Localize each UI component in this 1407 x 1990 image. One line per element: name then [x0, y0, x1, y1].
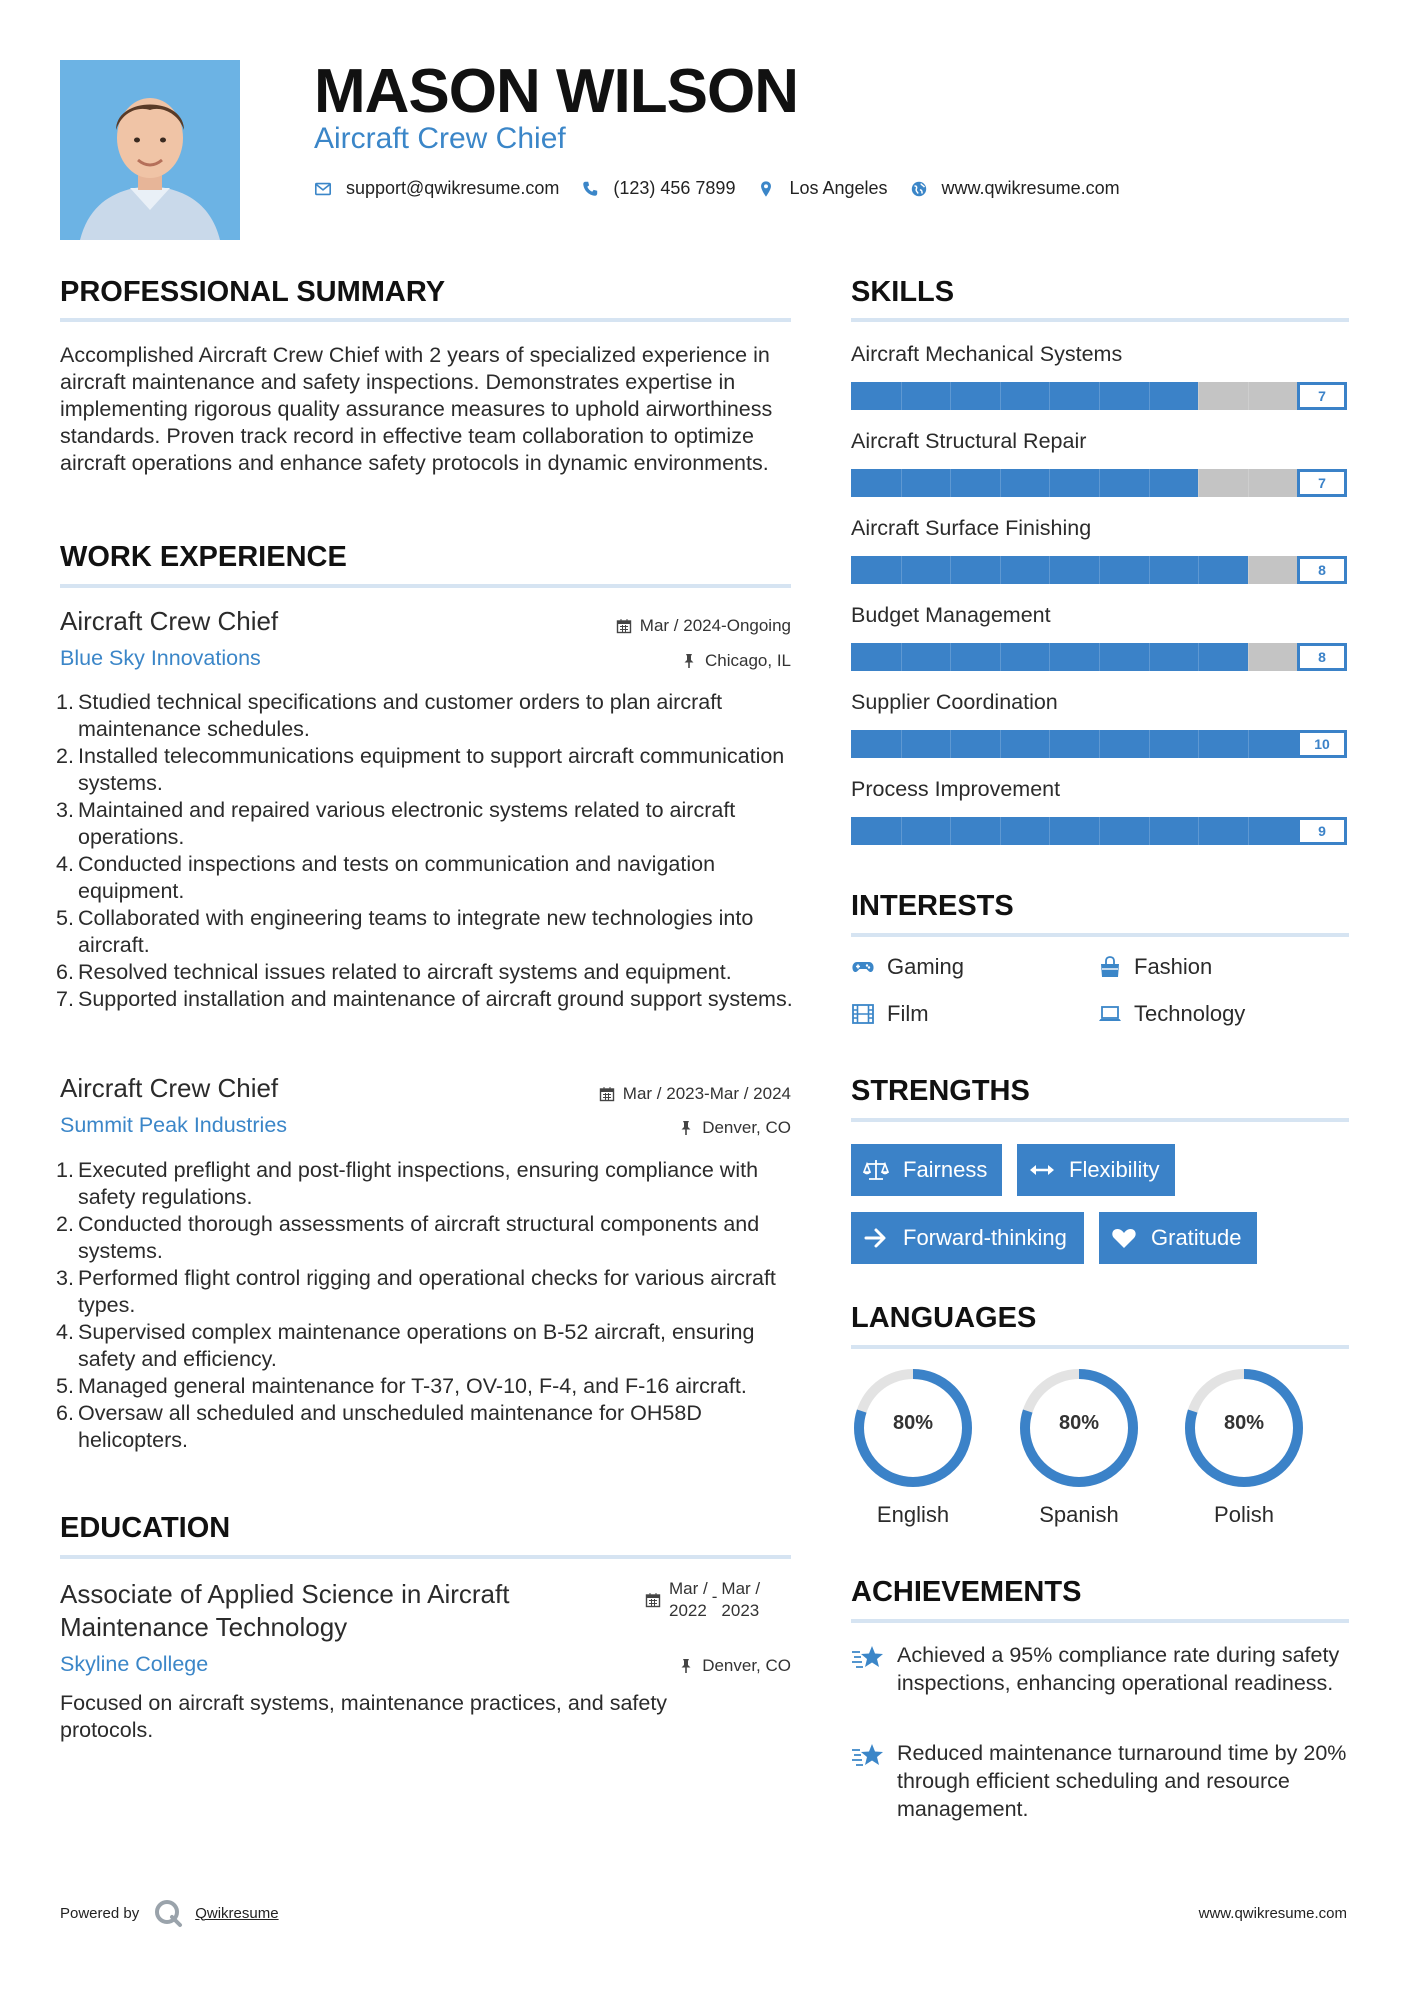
- skill-bar-segment: [901, 817, 902, 845]
- skills-divider: [851, 318, 1349, 322]
- education-date: [645, 1578, 760, 1622]
- skill-bar: [851, 643, 1347, 671]
- strength-label: Gratitude: [1151, 1225, 1242, 1250]
- language-percent: 80%: [1058, 1412, 1100, 1434]
- summary-text: Accomplished Aircraft Crew Chief with 2 years of specialized experience in aircraft maintenance and safety inspections. Demonstrates expertise in implementing rigorous quality assurance measures to uphold airworthiness standards. Proven track record in effective team collaboration to optimize aircraft operations and enhance safety protocols in dynamic environments.: [60, 343, 773, 475]
- skills-heading: SKILLS: [851, 276, 955, 308]
- skill-bar-segment: [1198, 730, 1199, 758]
- skill-bar-segment: [1198, 817, 1199, 845]
- arrow-right-icon: [863, 1225, 889, 1251]
- school-name[interactable]: Skyline College: [60, 1652, 209, 1676]
- skill-bar: [851, 817, 1347, 845]
- interest-label: Gaming: [887, 954, 965, 979]
- skill-bar-fill: [851, 469, 1198, 497]
- experience-heading: WORK EXPERIENCE: [60, 541, 347, 573]
- map-pin-icon: [757, 180, 775, 198]
- skill-bar-segment: [1198, 643, 1199, 671]
- achievement-item: [851, 1739, 1351, 1823]
- list-item: Conducted thorough assessments of aircraft structural components and systems.: [78, 1212, 760, 1263]
- qwikresume-logo-icon: [153, 1898, 183, 1928]
- contact-website[interactable]: [910, 178, 1120, 199]
- list-item: Supported installation and maintenance of aircraft ground support systems.: [78, 987, 793, 1011]
- strength-label: Forward-thinking: [903, 1225, 1067, 1250]
- job-date: [616, 616, 791, 636]
- skill-bar-segment: [1248, 469, 1249, 497]
- skill-bar-segment: [1248, 643, 1249, 671]
- interests-divider: [851, 933, 1349, 937]
- skill-bar-segment: [1149, 469, 1150, 497]
- language-percent: 80%: [892, 1412, 934, 1434]
- skill-bar-segment: [950, 556, 951, 584]
- profile-photo: [60, 60, 240, 240]
- skill-bar-segment: [1198, 556, 1199, 584]
- skill-bar-segment: [1149, 817, 1150, 845]
- edu-end-month: Mar /: [721, 1579, 761, 1598]
- languages-divider: [851, 1345, 1349, 1349]
- interests-heading: INTERESTS: [851, 890, 1014, 922]
- skill-bar-segment: [1099, 556, 1100, 584]
- list-item: Performed flight control rigging and operational checks for various aircraft types.: [78, 1266, 776, 1317]
- skill-bar-segment: [1049, 469, 1050, 497]
- education-description: Focused on aircraft systems, maintenance practices, and safety protocols.: [60, 1691, 668, 1742]
- skill-label: Supplier Coordination: [851, 690, 1058, 714]
- skill-bar: [851, 556, 1347, 584]
- company-name[interactable]: Blue Sky Innovations: [60, 646, 261, 670]
- calendar-icon: [599, 1086, 615, 1102]
- calendar-icon: [616, 618, 632, 634]
- edu-date-separator: -: [711, 1587, 718, 1606]
- skill-label: Budget Management: [851, 603, 1051, 627]
- skill-bar-segment: [1049, 730, 1050, 758]
- skill-bar-segment: [950, 469, 951, 497]
- skill-bar-segment: [1248, 817, 1249, 845]
- list-item: Supervised complex maintenance operations on B-52 aircraft, ensuring safety and efficiency.: [78, 1320, 755, 1371]
- job-location-text: Denver, CO: [702, 1118, 791, 1137]
- skill-bar-segment: [1099, 730, 1100, 758]
- job-date-text: Mar / 2023-Mar / 2024: [622, 1084, 791, 1103]
- skill-bar-segment: [1248, 382, 1249, 410]
- job-date-text: Mar / 2024-Ongoing: [639, 616, 791, 635]
- skill-bar-segment: [1198, 382, 1199, 410]
- location-text: Los Angeles: [789, 178, 888, 198]
- list-item: Oversaw all scheduled and unscheduled maintenance for OH58D helicopters.: [78, 1401, 702, 1452]
- skill-bar-segment: [1099, 643, 1100, 671]
- skill-level: 8: [1297, 643, 1347, 671]
- interest-label: Technology: [1134, 1001, 1246, 1026]
- list-item: Collaborated with engineering teams to integrate new technologies into aircraft.: [78, 906, 754, 957]
- strengths-heading: STRENGTHS: [851, 1075, 1030, 1107]
- footer-powered-by: [60, 1898, 279, 1928]
- job-location: [678, 1118, 791, 1138]
- strength-flexibility: [1017, 1144, 1175, 1196]
- company-name[interactable]: Summit Peak Industries: [60, 1113, 288, 1137]
- skill-level: 7: [1297, 382, 1347, 410]
- skill-bar-segment: [1000, 817, 1001, 845]
- education-divider: [60, 1555, 791, 1559]
- pushpin-icon: [681, 653, 697, 669]
- skill-bar-segment: [950, 817, 951, 845]
- skill-label: Aircraft Structural Repair: [851, 429, 1087, 453]
- skill-bar-segment: [1049, 382, 1050, 410]
- candidate-name: MASON WILSON: [314, 57, 798, 126]
- skill-bar-segment: [1099, 469, 1100, 497]
- arrows-horizontal-icon: [1029, 1157, 1055, 1183]
- email-text: support@qwikresume.com: [346, 178, 560, 198]
- phone-icon: [581, 180, 599, 198]
- contact-bar: [314, 178, 1142, 199]
- list-item: Resolved technical issues related to aircraft systems and equipment.: [78, 960, 732, 984]
- achievements-divider: [851, 1619, 1349, 1623]
- job-title: Aircraft Crew Chief: [60, 606, 279, 636]
- skill-bar-segment: [1248, 730, 1249, 758]
- achievement-item: [851, 1641, 1351, 1697]
- language-name: English: [876, 1502, 950, 1527]
- interest-gaming: [851, 954, 964, 980]
- job-title: Aircraft Crew Chief: [60, 1073, 279, 1103]
- list-item: Maintained and repaired various electronic systems related to aircraft operations.: [78, 798, 736, 849]
- phone-text: (123) 456 7899: [613, 178, 736, 198]
- contact-location[interactable]: [757, 178, 887, 199]
- globe-icon: [910, 180, 928, 198]
- list-item: Managed general maintenance for T-37, OV-10, F-4, and F-16 aircraft.: [78, 1374, 747, 1398]
- degree-title: Associate of Applied Science in Aircraft Maintenance Technology: [60, 1579, 510, 1642]
- interest-label: Fashion: [1134, 954, 1213, 979]
- skill-bar-segment: [1248, 556, 1249, 584]
- skill-bar-segment: [901, 643, 902, 671]
- language-percent: 80%: [1223, 1412, 1265, 1434]
- interest-fashion: [1098, 954, 1212, 980]
- education-heading: EDUCATION: [60, 1512, 231, 1544]
- edu-start-year: 2022: [669, 1601, 707, 1620]
- summary-divider: [60, 318, 791, 322]
- skill-level: 7: [1297, 469, 1347, 497]
- strength-gratitude: [1099, 1212, 1257, 1264]
- skill-bar-segment: [1000, 556, 1001, 584]
- strength-forward-thinking: [851, 1212, 1084, 1264]
- calendar-icon: [645, 1592, 661, 1608]
- skill-bar-segment: [1000, 643, 1001, 671]
- candidate-title: Aircraft Crew Chief: [314, 122, 566, 155]
- skill-level: 10: [1297, 730, 1347, 758]
- list-item: Executed preflight and post-flight inspections, ensuring compliance with safety regulations.: [78, 1158, 759, 1209]
- skill-label: Aircraft Mechanical Systems: [851, 342, 1123, 366]
- achievements-heading: ACHIEVEMENTS: [851, 1576, 1082, 1608]
- edu-end-year: 2023: [721, 1601, 760, 1620]
- job-location-text: Chicago, IL: [705, 651, 791, 670]
- strength-label: Flexibility: [1069, 1157, 1160, 1182]
- skill-level: 9: [1297, 817, 1347, 845]
- brand-link[interactable]: Qwikresume: [195, 1904, 279, 1922]
- skill-bar-fill: [851, 382, 1198, 410]
- skill-bar-segment: [1049, 817, 1050, 845]
- envelope-icon: [314, 180, 332, 198]
- skill-bar-segment: [950, 643, 951, 671]
- shooting-star-icon: [851, 1643, 885, 1673]
- skill-bar-segment: [1099, 382, 1100, 410]
- website-text: www.qwikresume.com: [941, 178, 1120, 198]
- shopping-bag-icon: [1098, 955, 1122, 979]
- pushpin-icon: [678, 1120, 694, 1136]
- balance-scale-icon: [863, 1157, 889, 1183]
- education-location: [678, 1656, 791, 1676]
- interest-film: [851, 1001, 929, 1027]
- language-name: Spanish: [1039, 1502, 1119, 1527]
- skill-bar-segment: [1149, 730, 1150, 758]
- education-location-text: Denver, CO: [702, 1656, 791, 1675]
- skill-bar-segment: [1049, 643, 1050, 671]
- skill-label: Aircraft Surface Finishing: [851, 516, 1092, 540]
- skill-bar: [851, 469, 1347, 497]
- skill-bar-segment: [1000, 382, 1001, 410]
- list-item: Conducted inspections and tests on communication and navigation equipment.: [78, 852, 716, 903]
- list-item: Studied technical specifications and customer orders to plan aircraft maintenance schedules.: [78, 690, 723, 741]
- skill-bar-segment: [1149, 556, 1150, 584]
- skill-label: Process Improvement: [851, 777, 1061, 801]
- contact-email[interactable]: [314, 178, 559, 199]
- skill-bar-segment: [901, 382, 902, 410]
- laptop-icon: [1098, 1002, 1122, 1026]
- experience-divider: [60, 584, 791, 588]
- language-item: [1182, 1366, 1306, 1528]
- contact-phone[interactable]: [581, 178, 735, 199]
- language-item: [851, 1366, 975, 1528]
- job-date: [599, 1084, 791, 1104]
- powered-by-label: Powered by: [60, 1904, 140, 1922]
- languages-heading: LANGUAGES: [851, 1302, 1037, 1334]
- skill-bar-segment: [901, 730, 902, 758]
- skill-bar-segment: [1000, 469, 1001, 497]
- skill-bar-segment: [1049, 556, 1050, 584]
- skill-bar-segment: [1000, 730, 1001, 758]
- skill-bar-segment: [950, 382, 951, 410]
- gamepad-icon: [851, 955, 875, 979]
- skill-bar-segment: [901, 469, 902, 497]
- edu-start-month: Mar /: [669, 1579, 708, 1598]
- language-name: Polish: [1214, 1502, 1274, 1527]
- strengths-divider: [851, 1118, 1349, 1122]
- skill-bar-segment: [1099, 817, 1100, 845]
- shooting-star-icon: [851, 1741, 885, 1771]
- job-duties-list: [60, 689, 800, 1013]
- skill-bar-segment: [1149, 382, 1150, 410]
- heart-icon: [1111, 1225, 1137, 1251]
- film-icon: [851, 1002, 875, 1026]
- achievement-text: Achieved a 95% compliance rate during safety inspections, enhancing operational readiness.: [897, 1643, 1340, 1695]
- job-location: [681, 651, 791, 671]
- skill-bar-segment: [1149, 643, 1150, 671]
- list-item: Installed telecommunications equipment to support aircraft communication systems.: [78, 744, 785, 795]
- job-duties-list: [60, 1157, 800, 1454]
- interest-technology: [1098, 1001, 1245, 1027]
- strength-fairness: [851, 1144, 1002, 1196]
- achievement-text: Reduced maintenance turnaround time by 20% through efficient scheduling and resource management.: [897, 1741, 1347, 1821]
- skill-bar-fill: [851, 817, 1297, 845]
- skill-bar: [851, 382, 1347, 410]
- pushpin-icon: [678, 1658, 694, 1674]
- skill-bar: [851, 730, 1347, 758]
- summary-heading: PROFESSIONAL SUMMARY: [60, 276, 446, 308]
- skill-bar-segment: [901, 556, 902, 584]
- interest-label: Film: [887, 1001, 929, 1026]
- skill-level: 8: [1297, 556, 1347, 584]
- footer-website[interactable]: www.qwikresume.com: [1198, 1905, 1347, 1922]
- skill-bar-segment: [950, 730, 951, 758]
- language-item: [1017, 1366, 1141, 1528]
- skill-bar-segment: [1198, 469, 1199, 497]
- strength-label: Fairness: [903, 1157, 988, 1182]
